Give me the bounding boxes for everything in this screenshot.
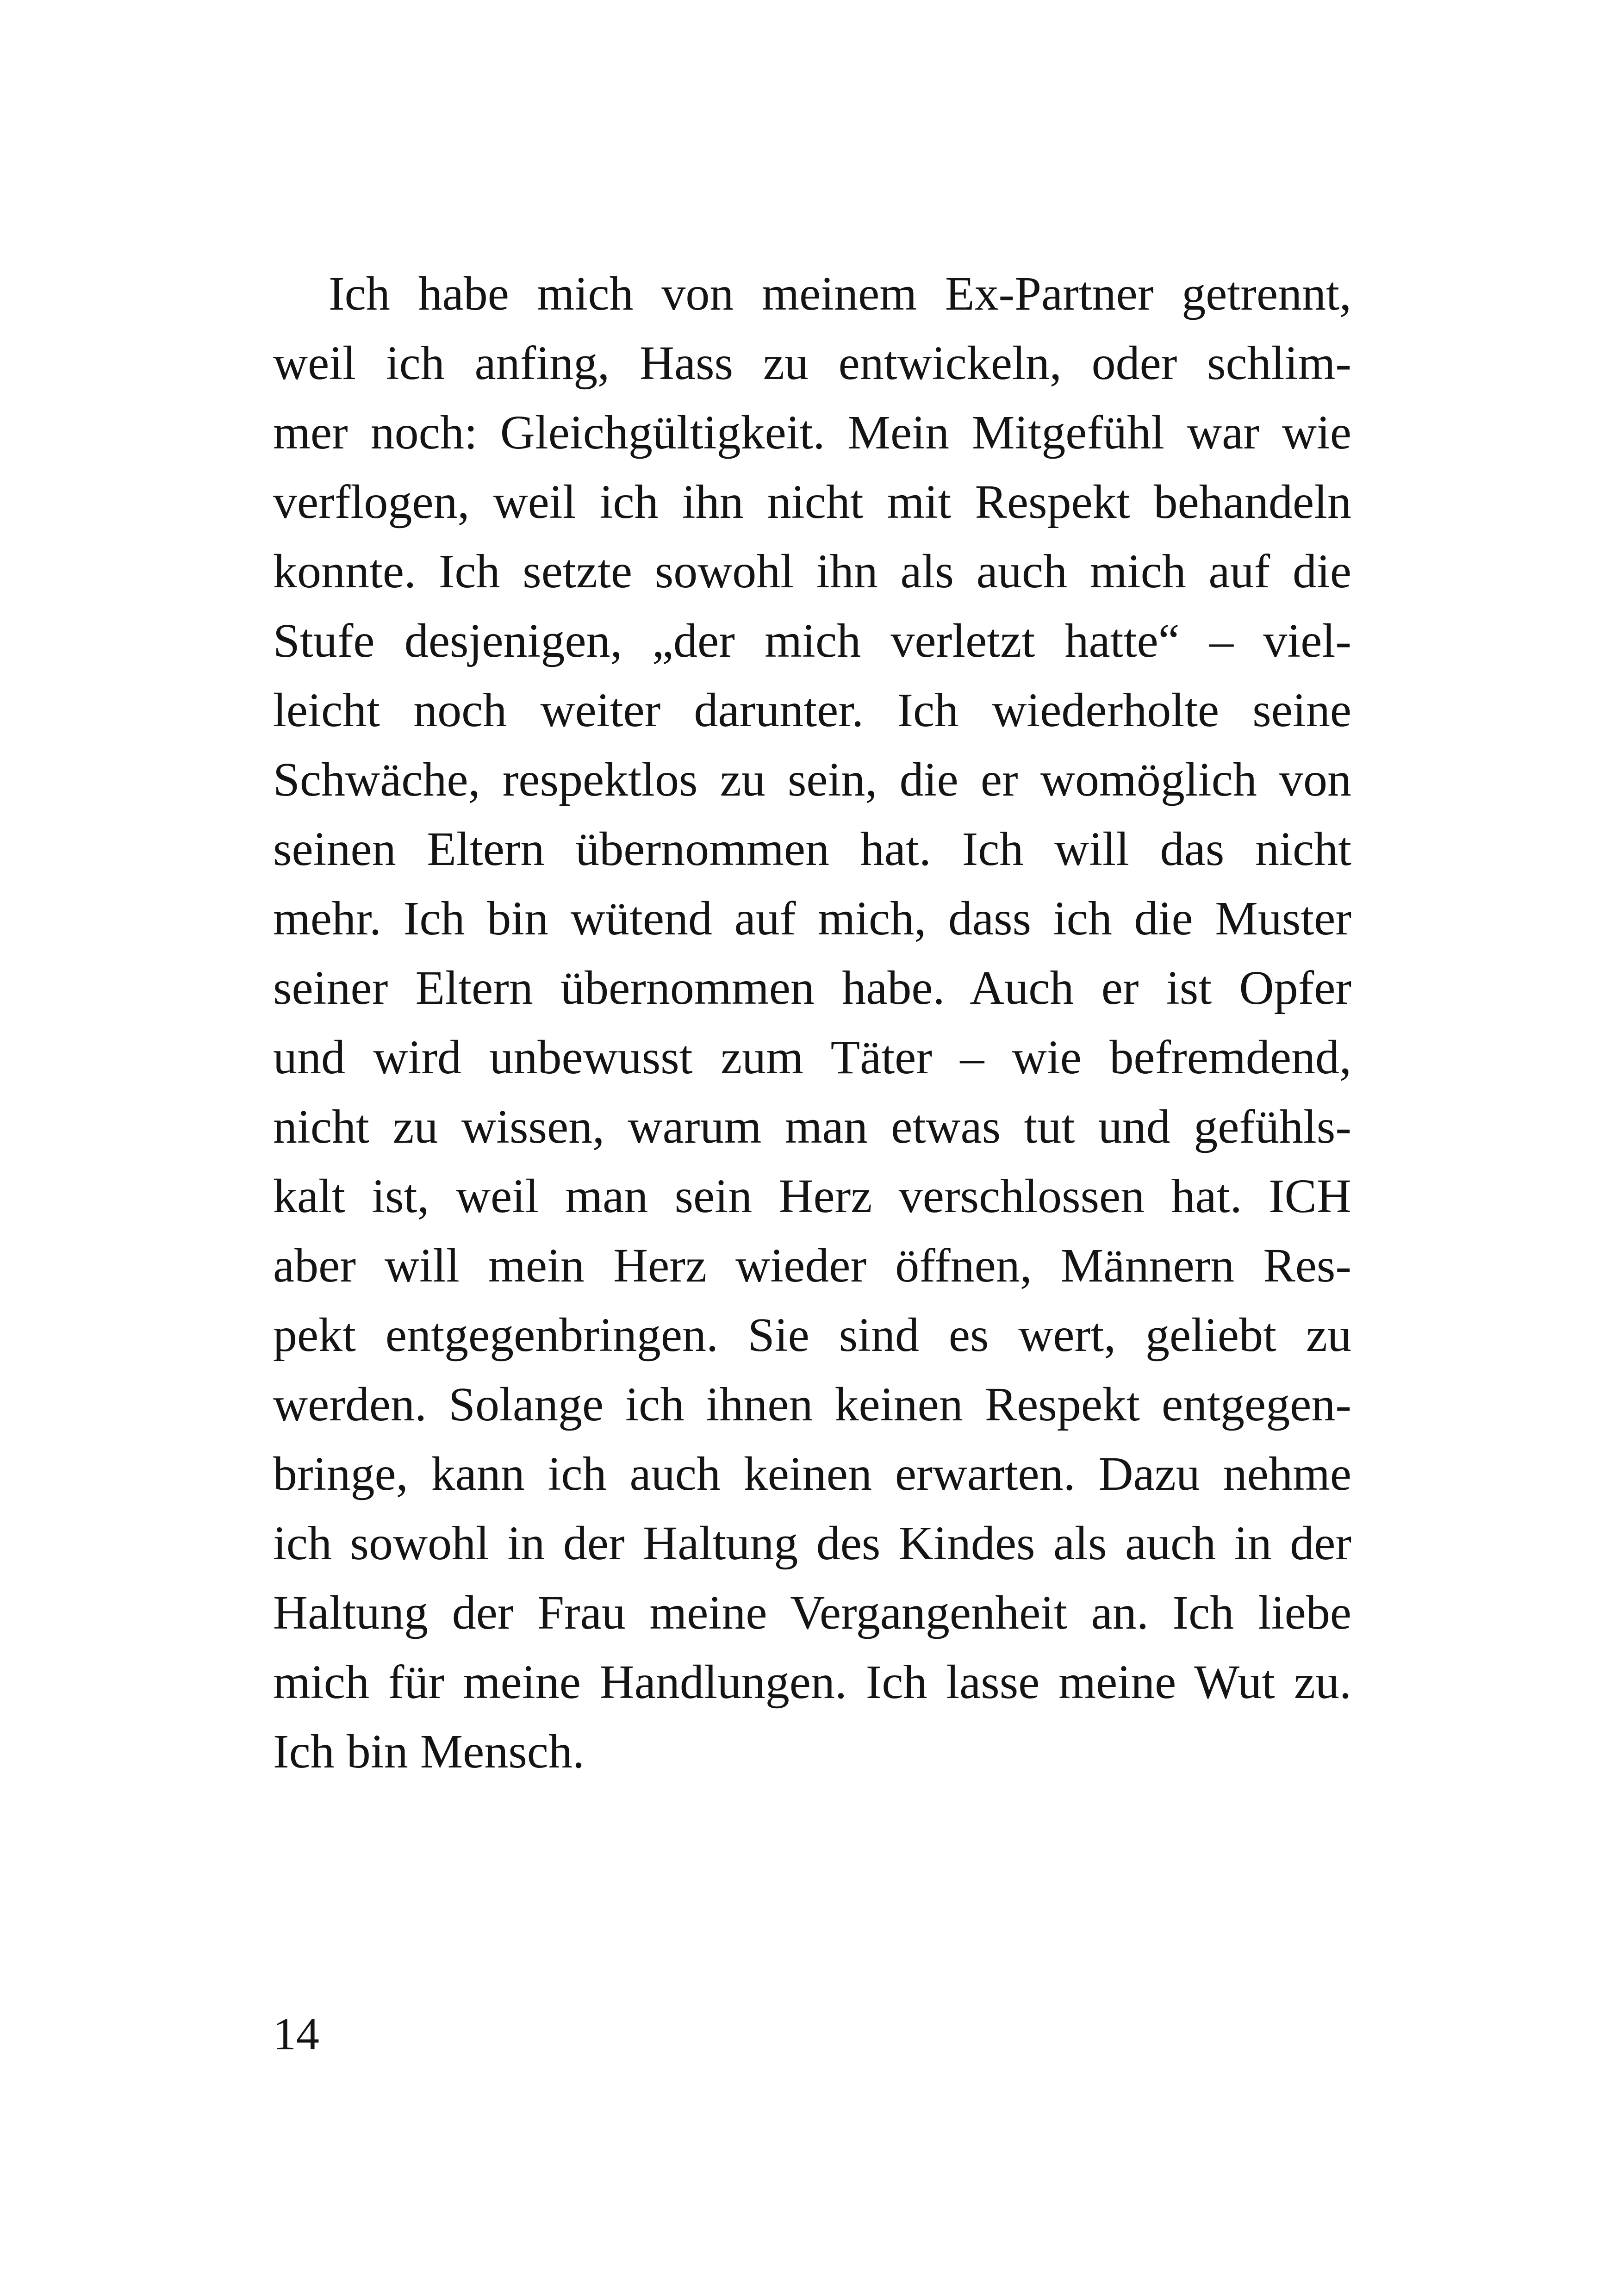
text-line: mich für meine Handlungen. Ich lasse meine Wut zu. — [273, 1655, 1351, 1709]
text-line: konnte. Ich setzte sowohl ihn als auch mich auf die — [273, 545, 1351, 598]
text-line: aber will mein Herz wieder öffnen, Männern Res- — [273, 1239, 1351, 1292]
text-line: und wird unbewusst zum Täter – wie befremdend, — [273, 1031, 1351, 1084]
body-paragraph — [273, 259, 1351, 1786]
text-line: mer noch: Gleichgültigkeit. Mein Mitgefühl war wie — [273, 406, 1351, 459]
text-line: Ich habe mich von meinem Ex-Partner getrennt, — [329, 267, 1351, 320]
page-number: 14 — [273, 2008, 319, 2060]
text-line: werden. Solange ich ihnen keinen Respekt entgegen- — [273, 1378, 1351, 1431]
text-line: ich sowohl in der Haltung des Kindes als auch in der — [273, 1517, 1351, 1570]
text-line: kalt ist, weil man sein Herz verschlossen hat. ICH — [273, 1170, 1351, 1223]
text-line: Schwäche, respektlos zu sein, die er womöglich von — [273, 753, 1351, 806]
text-line: nicht zu wissen, warum man etwas tut und gefühls- — [273, 1100, 1351, 1153]
text-line: seinen Eltern übernommen hat. Ich will das nicht — [273, 822, 1351, 876]
text-line: Ich bin Mensch. — [273, 1725, 585, 1778]
text-line: verflogen, weil ich ihn nicht mit Respekt behandeln — [273, 475, 1351, 529]
text-line: Stufe desjenigen, „der mich verletzt hatte“ – viel- — [273, 614, 1351, 667]
text-line: weil ich anfing, Hass zu entwickeln, oder schlim- — [273, 336, 1351, 390]
text-line: mehr. Ich bin wütend auf mich, dass ich die Muster — [273, 892, 1351, 945]
text-line: seiner Eltern übernommen habe. Auch er ist Opfer — [273, 961, 1351, 1014]
text-line: pekt entgegenbringen. Sie sind es wert, geliebt zu — [273, 1308, 1351, 1362]
text-line: leicht noch weiter darunter. Ich wiederholte seine — [273, 684, 1351, 737]
text-line: Haltung der Frau meine Vergangenheit an. Ich liebe — [273, 1586, 1351, 1639]
text-line: bringe, kann ich auch keinen erwarten. Dazu nehme — [273, 1447, 1351, 1500]
